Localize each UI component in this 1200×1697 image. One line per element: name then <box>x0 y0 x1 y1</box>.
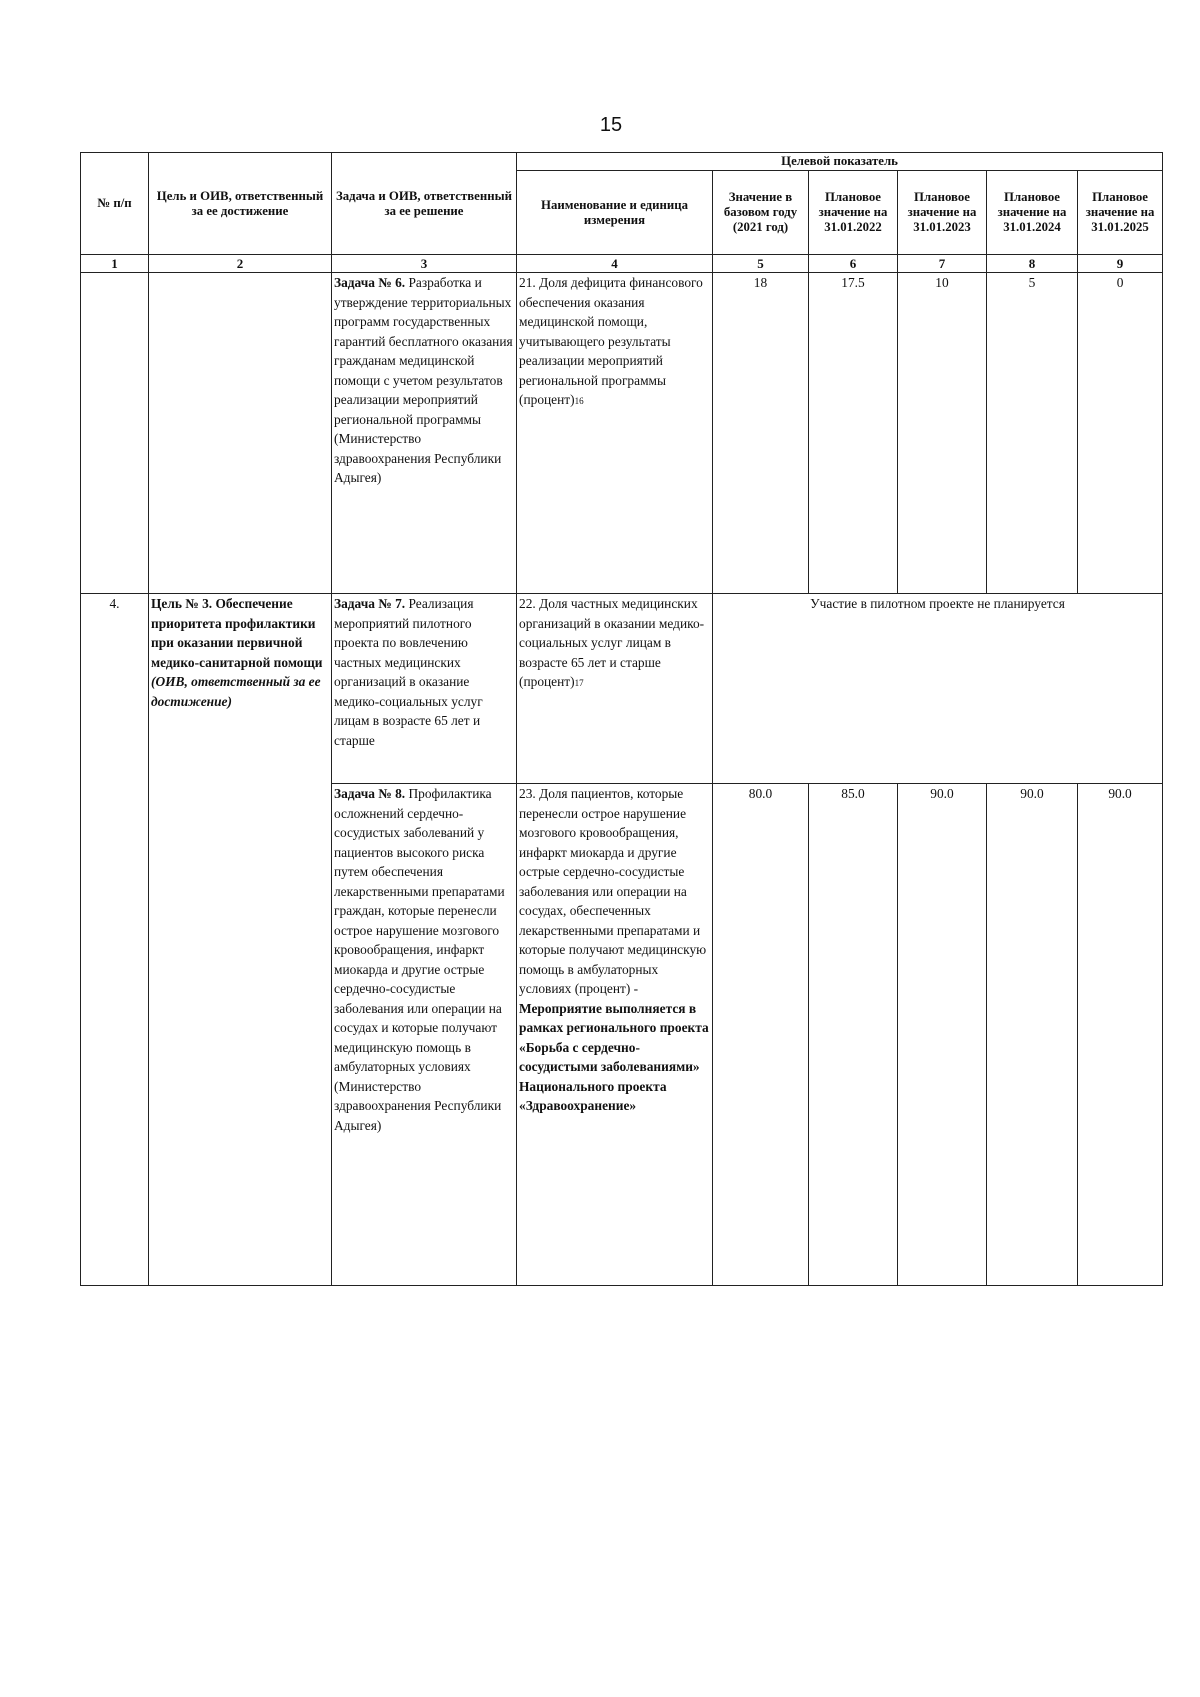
goal-label: Цель № 3. <box>151 596 213 611</box>
header-base-value: Значение в базовом году (2021 год) <box>713 171 809 255</box>
value-2024: 5 <box>987 273 1078 594</box>
page-number: 15 <box>599 114 623 136</box>
indicator-cell <box>517 784 713 1286</box>
indicator-text: 22. Доля частных медицинских организаций в оказании медико-социальных услуг лицам в возрасте 65 лет и старше (процент) <box>519 596 705 689</box>
column-number: 4 <box>517 255 713 273</box>
header-indicator-name: Наименование и единица измерения <box>517 171 713 255</box>
value-2025: 90.0 <box>1078 784 1163 1286</box>
header-plan-2025: Плановое значение на 31.01.2025 <box>1078 171 1163 255</box>
task-label: Задача № 8. <box>334 786 406 801</box>
column-number: 8 <box>987 255 1078 273</box>
target-indicators-table <box>80 152 1163 1286</box>
value-2024: 90.0 <box>987 784 1078 1286</box>
header-plan-2024: Плановое значение на 31.01.2024 <box>987 171 1078 255</box>
task-cell <box>332 273 517 594</box>
column-number: 9 <box>1078 255 1163 273</box>
task-label: Задача № 7. <box>334 596 406 611</box>
table-row <box>81 273 1163 594</box>
pilot-not-planned-note: Участие в пилотном проекте не планируется <box>713 594 1163 784</box>
task-cell <box>332 784 517 1286</box>
value-base: 18 <box>713 273 809 594</box>
value-2022: 85.0 <box>809 784 898 1286</box>
header-row-1 <box>81 153 1163 171</box>
task-cell <box>332 594 517 784</box>
task-label: Задача № 6. <box>334 275 406 290</box>
column-numbers-row <box>81 255 1163 273</box>
value-base: 80.0 <box>713 784 809 1286</box>
header-plan-2022: Плановое значение на 31.01.2022 <box>809 171 898 255</box>
column-number: 2 <box>149 255 332 273</box>
table-row <box>81 594 1163 784</box>
goal-cell <box>149 273 332 594</box>
indicator-text: 21. Доля дефицита финансового обеспечения оказания медицинской помощи, учитывающего результаты реализации мероприятий региональной программы (процент) <box>519 275 703 407</box>
value-2022: 17.5 <box>809 273 898 594</box>
indicator-text: 23. Доля пациентов, которые перенесли острое нарушение мозгового кровообращения, инфаркт миокарда и другие острые сердечно-сосудистые заболевания или операции на сосудах, обеспеченных лекарственными препаратами и которые получают медицинскую помощь в амбулаторных условиях (процент) - <box>519 786 707 996</box>
goal-text: Обеспечение приоритета профилактики при оказании первичной медико-санитарной помощи <box>151 596 323 670</box>
goal-cell <box>149 594 332 1286</box>
column-number: 6 <box>809 255 898 273</box>
indicator-cell <box>517 594 713 784</box>
footnote-ref: 16 <box>574 396 584 406</box>
column-number: 3 <box>332 255 517 273</box>
row-number <box>81 273 149 594</box>
task-text: Реализация мероприятий пилотного проекта по вовлечению частных медицинских организаций в оказание медико-социальных услуг лицам в возрасте 65 лет и старше <box>334 596 483 748</box>
header-task: Задача и ОИВ, ответственный за ее решение <box>332 153 517 255</box>
value-2023: 90.0 <box>898 784 987 1286</box>
goal-responsible: (ОИВ, ответственный за ее достижение) <box>151 674 321 709</box>
footnote-ref: 17 <box>574 678 584 688</box>
indicator-project-note: Мероприятие выполняется в рамках регионального проекта «Борьба с сердечно-сосудистыми заболеваниями» Национального проекта «Здравоохранение» <box>519 1000 709 1113</box>
task-text: Разработка и утверждение территориальных программ государственных гарантий бесплатного оказания гражданам медицинской помощи с учетом результатов реализации мероприятий региональной программы (Министерство здравоохранения Республики Адыгея) <box>334 275 513 485</box>
header-num: № п/п <box>81 153 149 255</box>
task-text: Профилактика осложнений сердечно-сосудистых заболеваний у пациентов высокого риска путем обеспечения лекарственными препаратами граждан, которые перенесли острое нарушение мозгового кровообращения, инфаркт миокарда и другие острые сердечно-сосудистые заболевания или операции на сосудах и которые получают медицинскую помощь в амбулаторных условиях (Министерство здравоохранения Республики Адыгея) <box>334 786 505 1133</box>
header-plan-2023: Плановое значение на 31.01.2023 <box>898 171 987 255</box>
header-target-indicator: Целевой показатель <box>517 153 1163 171</box>
header-goal: Цель и ОИВ, ответственный за ее достижение <box>149 153 332 255</box>
column-number: 1 <box>81 255 149 273</box>
column-number: 7 <box>898 255 987 273</box>
value-2025: 0 <box>1078 273 1163 594</box>
column-number: 5 <box>713 255 809 273</box>
value-2023: 10 <box>898 273 987 594</box>
row-number: 4. <box>81 594 149 1286</box>
indicator-cell <box>517 273 713 594</box>
